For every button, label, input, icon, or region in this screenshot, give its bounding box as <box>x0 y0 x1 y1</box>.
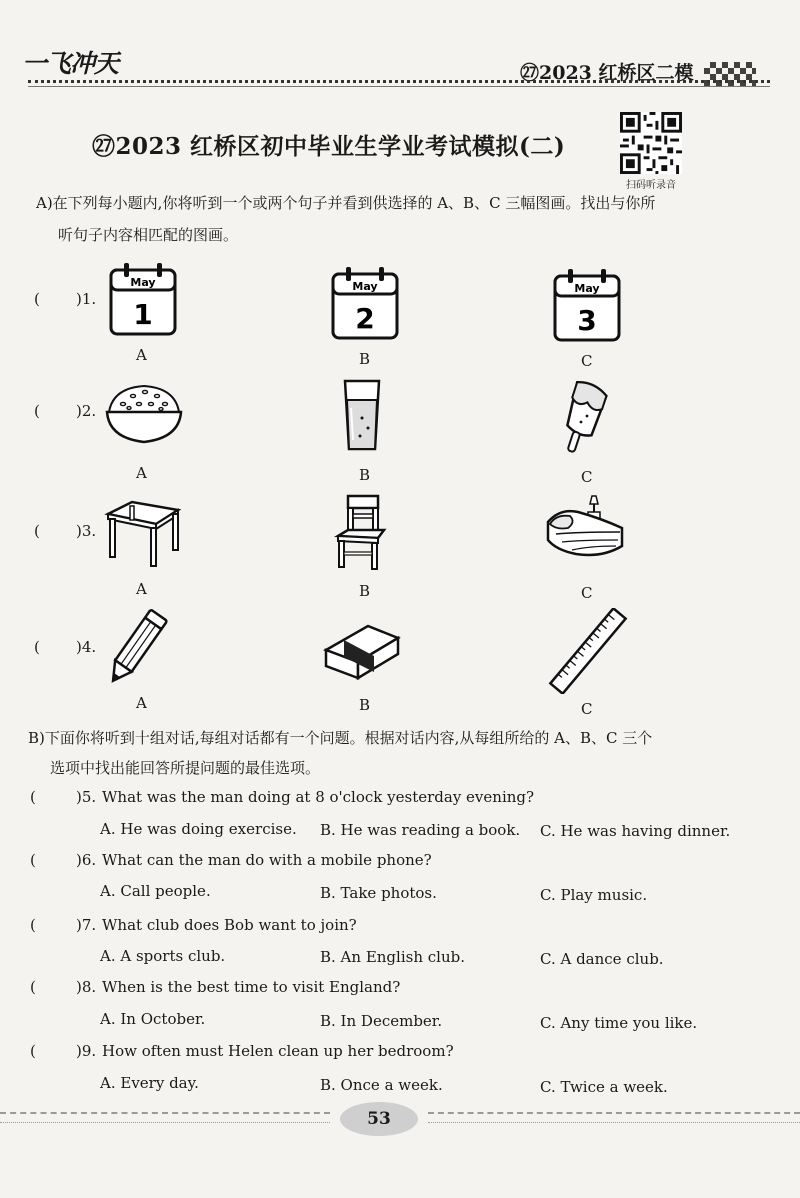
question-number: )8. <box>76 978 97 996</box>
option-b[interactable]: B. Once a week. <box>320 1076 443 1094</box>
chair-icon <box>334 492 388 572</box>
calendar-may-1-icon <box>108 262 178 338</box>
option-a[interactable]: A. He was doing exercise. <box>100 820 297 838</box>
option-letter: B <box>359 466 371 484</box>
answer-bracket[interactable]: ( <box>34 638 40 656</box>
option-letter: A <box>136 464 147 482</box>
answer-bracket[interactable]: ( <box>30 851 36 869</box>
qr-caption: 扫码听录音 <box>626 180 676 191</box>
page-title: ㉗2023 红桥区初中毕业生学业考试模拟(二) <box>92 133 566 160</box>
option-letter: B <box>359 582 371 600</box>
option-letter: C <box>581 584 593 602</box>
section-b-instruction-2: 选项中找出能回答所提问题的最佳选项。 <box>50 759 321 777</box>
calendar-may-3-icon <box>552 268 622 344</box>
calendar-month: May <box>574 282 600 295</box>
brand-logo: 一飞冲天 <box>22 49 119 78</box>
calendar-month: May <box>352 280 378 293</box>
option-letter: A <box>136 694 147 712</box>
answer-bracket[interactable]: ( <box>30 1042 36 1060</box>
option-a[interactable]: A. Call people. <box>100 882 211 900</box>
option-letter: C <box>581 468 593 486</box>
question-number: )1. <box>76 290 97 308</box>
question-text: What was the man doing at 8 o'clock yesterday evening? <box>102 788 535 806</box>
question-number: )7. <box>76 916 97 934</box>
answer-bracket[interactable]: ( <box>30 978 36 996</box>
answer-bracket[interactable]: ( <box>34 402 40 420</box>
option-letter: A <box>136 580 147 598</box>
option-c[interactable]: C. A dance club. <box>540 950 664 968</box>
option-c[interactable]: C. Twice a week. <box>540 1078 668 1096</box>
question-number: )2. <box>76 402 97 420</box>
option-b[interactable]: B. He was reading a book. <box>320 821 521 839</box>
footer-divider-right <box>428 1112 800 1123</box>
answer-bracket[interactable]: ( <box>30 916 36 934</box>
header-divider-thin <box>28 86 770 87</box>
footer-divider-left <box>0 1112 330 1123</box>
option-letter: A <box>136 346 147 364</box>
eraser-icon <box>322 616 402 682</box>
option-c[interactable]: C. Play music. <box>540 886 648 904</box>
option-c[interactable]: C. He was having dinner. <box>540 822 731 840</box>
header-divider <box>28 80 770 83</box>
option-b[interactable]: B. An English club. <box>320 948 465 966</box>
option-b[interactable]: B. In December. <box>320 1012 443 1030</box>
glass-of-juice-icon <box>342 378 382 452</box>
calendar-month: May <box>130 276 156 289</box>
bed-icon <box>542 492 628 564</box>
calendar-day: 1 <box>133 298 153 331</box>
question-text: How often must Helen clean up her bedroom? <box>102 1042 454 1060</box>
ruler-icon <box>548 608 628 694</box>
question-text: When is the best time to visit England? <box>102 978 401 996</box>
question-number: )6. <box>76 851 97 869</box>
calendar-may-2-icon <box>330 266 400 342</box>
answer-bracket[interactable]: ( <box>34 290 40 308</box>
question-number: )4. <box>76 638 97 656</box>
option-letter: C <box>581 700 593 718</box>
option-a[interactable]: A. Every day. <box>100 1074 199 1092</box>
calendar-day: 2 <box>355 302 375 335</box>
calendar-day: 3 <box>577 304 597 337</box>
ice-cream-icon <box>557 380 613 456</box>
section-a-instruction-2: 听句子内容相匹配的图画。 <box>58 226 239 244</box>
option-c[interactable]: C. Any time you like. <box>540 1014 698 1032</box>
option-letter: C <box>581 352 593 370</box>
option-a[interactable]: A. A sports club. <box>100 947 226 965</box>
question-number: )3. <box>76 522 97 540</box>
table-icon <box>104 496 182 568</box>
option-letter: B <box>359 350 371 368</box>
page-number: 53 <box>340 1102 418 1136</box>
question-text: What can the man do with a mobile phone? <box>102 851 432 869</box>
qr-code-icon[interactable] <box>620 112 682 174</box>
question-number: )5. <box>76 788 97 806</box>
option-b[interactable]: B. Take photos. <box>320 884 437 902</box>
series-label: ㉗2023 红桥区二模 <box>520 62 694 84</box>
option-letter: B <box>359 696 371 714</box>
answer-bracket[interactable]: ( <box>34 522 40 540</box>
question-number: )9. <box>76 1042 97 1060</box>
section-b-instruction-1: B)下面你将听到十组对话,每组对话都有一个问题。根据对话内容,从每组所给的 A、B、C 三个 <box>28 729 653 747</box>
option-a[interactable]: A. In October. <box>100 1010 206 1028</box>
rice-bowl-icon <box>103 382 185 446</box>
answer-bracket[interactable]: ( <box>30 788 36 806</box>
section-a-instruction-1: A)在下列每小题内,你将听到一个或两个句子并看到供选择的 A、B、C 三幅图画。找出与你所 <box>36 194 656 212</box>
pencil-icon <box>104 604 168 692</box>
question-text: What club does Bob want to join? <box>102 916 357 934</box>
